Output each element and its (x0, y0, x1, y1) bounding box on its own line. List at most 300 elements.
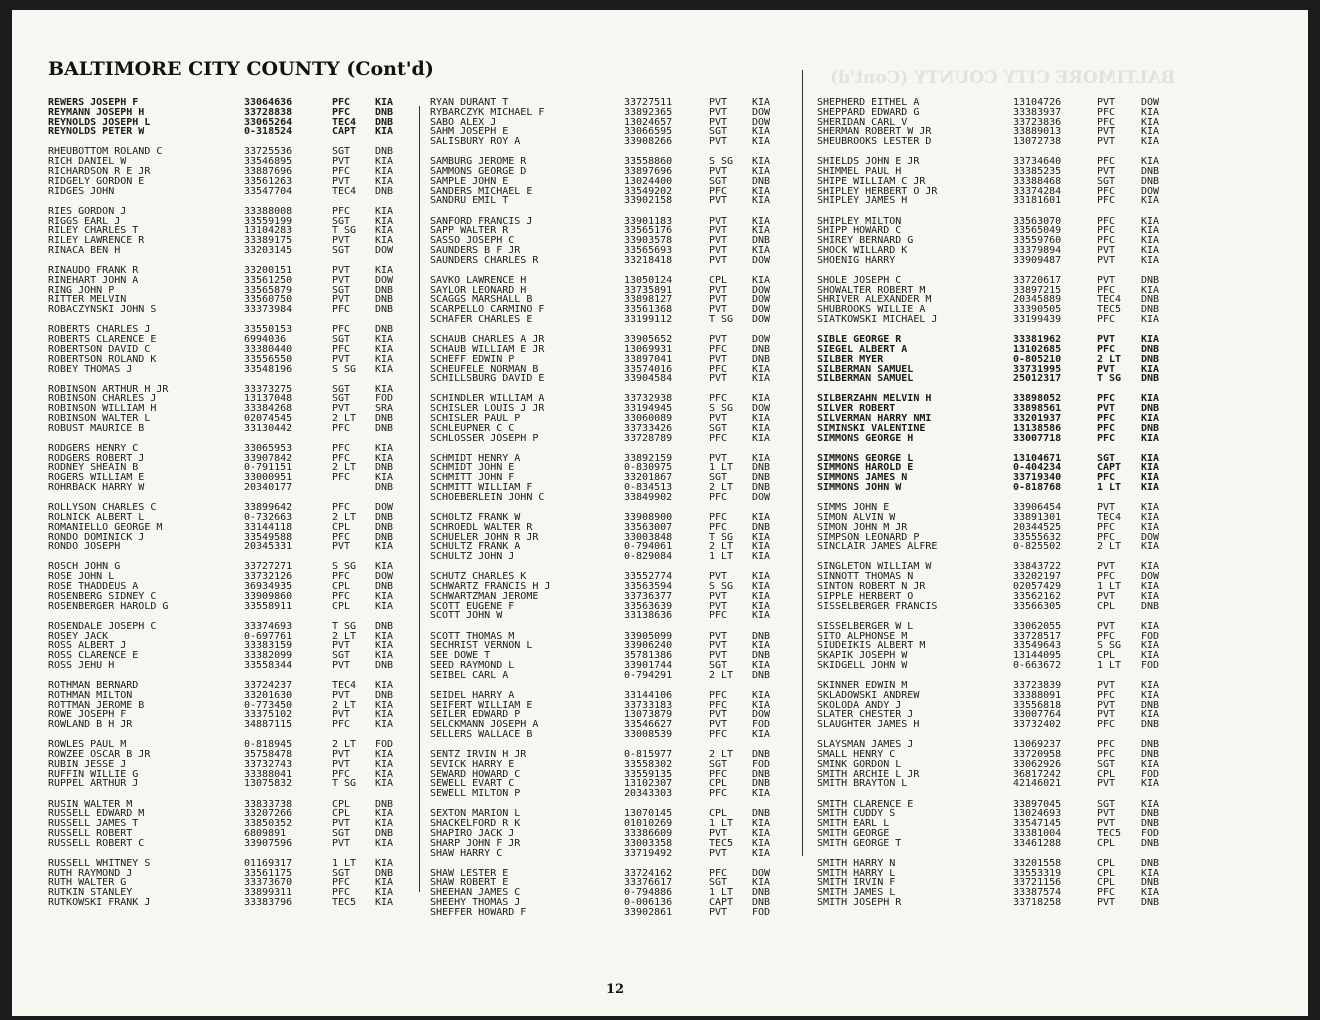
roster-status: KIA (375, 175, 394, 187)
roster-serial-number: 13050124 (624, 274, 673, 286)
roster-serial-number: 33383796 (244, 897, 293, 909)
roster-name: SANFORD FRANCIS J (430, 215, 533, 227)
roster-serial-number: 33373984 (244, 304, 293, 316)
roster-status: KIA (1141, 116, 1160, 128)
roster-status: KIA (375, 205, 394, 217)
roster-rank: PFC (1097, 571, 1116, 583)
roster-status: DOW (375, 244, 394, 256)
roster-serial-number: 33560750 (244, 294, 293, 306)
roster-serial-number: 33565879 (244, 284, 293, 296)
roster-serial-number: 33732402 (1013, 719, 1062, 731)
roster-name: SHIREY BERNARD G (817, 235, 914, 247)
roster-name: ROBERTSON ROLAND K (48, 353, 157, 365)
roster-rank: 2 LT (332, 699, 357, 711)
roster-name: SCHOLTZ FRANK W (430, 511, 521, 523)
roster-rank: CPL (709, 274, 728, 286)
roster-rank: SGT (709, 472, 728, 484)
roster-serial-number: 33889013 (1013, 126, 1062, 138)
roster-name: RINAUDO FRANK R (48, 265, 139, 277)
roster-rank: PFC (332, 719, 351, 731)
roster-status: DNB (1141, 837, 1160, 849)
roster-status: KIA (375, 590, 394, 602)
roster-status: KIA (1141, 195, 1160, 207)
roster-status: DOW (752, 403, 771, 415)
roster-serial-number: 13070145 (624, 808, 673, 820)
roster-serial-number: 33201937 (1013, 413, 1062, 424)
roster-rank: 1 LT (709, 887, 734, 899)
roster-status: DNB (1141, 422, 1160, 434)
roster-serial-number: 0-829084 (624, 551, 673, 563)
roster-serial-number: 13104726 (1013, 97, 1062, 108)
roster-serial-number: 33062926 (1013, 758, 1062, 770)
roster-rank: 1 LT (709, 818, 734, 830)
roster-rank: CPL (332, 808, 351, 820)
roster-status: DNB (375, 116, 394, 128)
roster-serial-number: 33897045 (1013, 798, 1062, 810)
roster-status: KIA (752, 413, 771, 424)
roster-rank: PFC (1097, 116, 1116, 128)
roster-rank: S SG (332, 363, 357, 375)
roster-name: SKLADOWSKI ANDREW (817, 689, 920, 701)
roster-name: RINACA BEN H (48, 244, 121, 256)
roster-serial-number: 33574016 (624, 363, 673, 375)
roster-serial-number: 33892159 (624, 452, 673, 464)
roster-name: SHACKELFORD R K (430, 818, 521, 830)
roster-serial-number: 33385235 (1013, 166, 1062, 178)
roster-serial-number: 33563070 (1013, 215, 1062, 227)
roster-status: KIA (375, 650, 394, 662)
roster-rank: PFC (1097, 284, 1116, 296)
roster-rank: PVT (332, 659, 351, 671)
roster-status: DOW (1141, 185, 1160, 197)
roster-serial-number: 33130442 (244, 422, 293, 434)
roster-serial-number: 13069237 (1013, 739, 1062, 751)
roster-name: RINEHART JOHN A (48, 274, 139, 286)
roster-name: ROTHMAN MILTON (48, 689, 133, 701)
roster-name: SCHUTZ CHARLES K (430, 571, 527, 583)
roster-rank: 2 LT (709, 541, 734, 553)
roster-status: KIA (752, 363, 771, 375)
roster-serial-number: 33718258 (1013, 897, 1062, 909)
roster-serial-number: 33719340 (1013, 472, 1062, 484)
roster-name: SIMMONS GEORGE L (817, 452, 914, 464)
roster-rank: PVT (709, 244, 728, 256)
roster-status: KIA (375, 709, 394, 721)
roster-rank: PFC (332, 106, 351, 118)
roster-status: DNB (375, 531, 394, 543)
roster-status: DNB (375, 294, 394, 306)
roster-serial-number: 33181601 (1013, 195, 1062, 207)
roster-status: KIA (752, 699, 771, 711)
roster-status: KIA (375, 778, 394, 790)
roster-serial-number: 33547145 (1013, 818, 1062, 830)
roster-serial-number: 34887115 (244, 719, 293, 731)
roster-name: SELLERS WALLACE B (430, 729, 533, 740)
roster-rank: PFC (332, 452, 351, 464)
roster-name: SANDRU EMIL T (430, 195, 509, 207)
roster-rank: SGT (332, 393, 351, 405)
roster-status: FOD (752, 758, 771, 770)
roster-status: KIA (752, 837, 771, 849)
roster-rank: PVT (332, 640, 351, 652)
roster-name: ROBINSON WILLIAM H (48, 403, 157, 415)
roster-serial-number: 33727511 (624, 97, 673, 108)
roster-serial-number: 33901183 (624, 215, 673, 227)
column-divider (802, 70, 803, 856)
roster-rank: SGT (332, 650, 351, 662)
roster-serial-number: 20344525 (1013, 521, 1062, 533)
roster-name: SCHLEUPNER C C (430, 422, 515, 434)
roster-rank: PVT (709, 235, 728, 247)
roster-name: ROGERS WILLIAM E (48, 472, 145, 484)
roster-serial-number: 01169317 (244, 857, 293, 869)
roster-name: RUSIN WALTER M (48, 798, 133, 810)
roster-rank: PVT (332, 541, 351, 553)
roster-status: KIA (752, 97, 771, 108)
roster-serial-number: 33381962 (1013, 334, 1062, 346)
roster-name: SAVKO LAWRENCE H (430, 274, 527, 286)
roster-status: KIA (1141, 581, 1160, 593)
roster-status: DOW (752, 294, 771, 306)
roster-name: SAYLOR LEONARD H (430, 284, 527, 296)
roster-rank: PVT (1097, 126, 1116, 138)
roster-status: KIA (1141, 126, 1160, 138)
roster-name: SHEFFER HOWARD F (430, 906, 527, 918)
roster-name: RUTH WALTER G (48, 877, 127, 889)
roster-status: KIA (752, 195, 771, 207)
roster-status: DNB (375, 827, 394, 839)
roster-status: KIA (375, 680, 394, 692)
roster-name: REYNOLDS JOSEPH L (48, 116, 151, 128)
roster-status: KIA (1141, 363, 1160, 375)
roster-rank: PFC (709, 511, 728, 523)
roster-rank: CPL (332, 521, 351, 533)
roster-name: RUSSELL ROBERT C (48, 837, 145, 849)
roster-rank: 1 LT (1097, 581, 1122, 593)
roster-rank: S SG (1097, 640, 1122, 652)
roster-serial-number: 33218418 (624, 254, 673, 266)
roster-rank: PVT (709, 97, 728, 108)
roster-status: KIA (752, 600, 771, 612)
roster-name: SCHEUFELE NORMAN B (430, 363, 539, 375)
roster-status: DNB (1141, 373, 1160, 385)
roster-status: KIA (375, 640, 394, 652)
roster-status: KIA (1141, 561, 1160, 573)
roster-name: RUSSELL WHITNEY S (48, 857, 151, 869)
roster-name: RING JOHN P (48, 284, 115, 296)
roster-status: DNB (375, 106, 394, 118)
roster-rank: PFC (709, 343, 728, 355)
roster-serial-number: 33897041 (624, 353, 673, 365)
roster-rank: T SG (332, 225, 357, 237)
roster-status: DNB (1141, 719, 1160, 731)
roster-rank: PFC (709, 788, 728, 800)
roster-rank: 1 LT (1097, 659, 1122, 671)
roster-serial-number: 01010269 (624, 818, 673, 830)
roster-rank: PVT (709, 166, 728, 178)
roster-rank: PVT (332, 175, 351, 187)
roster-status: KIA (1141, 482, 1160, 494)
roster-status: SRA (375, 403, 394, 415)
roster-rank: PFC (332, 97, 351, 108)
roster-name: RICHARDSON R E JR (48, 166, 151, 178)
roster-serial-number: 0-794886 (624, 887, 673, 899)
roster-name: SIPPLE HERBERT O (817, 590, 914, 602)
roster-serial-number: 33727271 (244, 561, 293, 573)
roster-name: SIMON JOHN M JR (817, 521, 908, 533)
roster-serial-number: 33007718 (1013, 432, 1062, 444)
roster-serial-number: 33199439 (1013, 314, 1062, 326)
roster-serial-number: 33565176 (624, 225, 673, 237)
roster-rank: SGT (332, 215, 351, 227)
roster-rank: PVT (1097, 699, 1116, 711)
roster-status: DOW (752, 106, 771, 118)
roster-rank: PVT (332, 758, 351, 770)
roster-name: RONDO DOMINICK J (48, 531, 145, 543)
roster-serial-number: 33899642 (244, 502, 293, 514)
roster-rank: PFC (1097, 156, 1116, 168)
roster-name: ROSE THADDEUS A (48, 581, 139, 593)
roster-status: KIA (752, 610, 771, 622)
roster-serial-number: 13073879 (624, 709, 673, 721)
roster-rank: 1 LT (1097, 482, 1122, 494)
roster-status: DNB (752, 462, 771, 474)
roster-serial-number: 33720617 (1013, 274, 1062, 286)
roster-serial-number: 33003358 (624, 837, 673, 849)
roster-serial-number: 33905099 (624, 630, 673, 642)
roster-name: SHRIVER ALEXANDER M (817, 294, 932, 306)
roster-serial-number: 33892365 (624, 106, 673, 118)
roster-serial-number: 33374693 (244, 620, 293, 632)
roster-status: DNB (1141, 818, 1160, 830)
roster-rank: PFC (709, 610, 728, 622)
roster-status: KIA (375, 166, 394, 178)
roster-rank: CPL (332, 798, 351, 810)
roster-serial-number: 33566305 (1013, 600, 1062, 612)
roster-serial-number: 33387574 (1013, 887, 1062, 899)
roster-rank: PVT (1097, 778, 1116, 790)
roster-name: RUBIN JESSE J (48, 758, 127, 770)
roster-serial-number: 33201867 (624, 472, 673, 484)
roster-rank: SGT (709, 758, 728, 770)
roster-status: FOD (1141, 659, 1160, 671)
roster-rank: PVT (332, 837, 351, 849)
roster-status: DNB (752, 808, 771, 820)
roster-serial-number: 33373670 (244, 877, 293, 889)
roster-name: SCHWARTZ FRANCIS H J (430, 581, 551, 593)
roster-serial-number: 33906454 (1013, 502, 1062, 514)
roster-status: KIA (752, 659, 771, 671)
roster-rank: PVT (709, 630, 728, 642)
roster-serial-number: 33373275 (244, 383, 293, 395)
roster-rank: CAPT (709, 897, 734, 909)
roster-name: SHIPLEY HERBERT O JR (817, 185, 938, 197)
roster-rank: PVT (332, 274, 351, 286)
roster-rank: PFC (332, 324, 351, 336)
roster-rank: PVT (1097, 561, 1116, 573)
roster-status: DNB (375, 620, 394, 632)
roster-name: SHIPLEY JAMES H (817, 195, 908, 207)
roster-name: SALISBURY ROY A (430, 136, 521, 148)
roster-name: SHERMAN ROBERT W JR (817, 126, 932, 138)
roster-serial-number: 33907842 (244, 452, 293, 464)
roster-rank: PVT (1097, 590, 1116, 602)
roster-name: SCHISLER LOUIS J JR (430, 403, 545, 415)
roster-serial-number: 0-794291 (624, 669, 673, 681)
roster-serial-number: 33559199 (244, 215, 293, 227)
roster-rank: 2 LT (1097, 353, 1122, 365)
roster-status: KIA (375, 699, 394, 711)
roster-serial-number: 33902861 (624, 906, 673, 918)
roster-status: KIA (375, 897, 394, 909)
roster-status: KIA (375, 541, 394, 553)
roster-status: KIA (375, 818, 394, 830)
roster-name: SEED RAYMOND L (430, 659, 515, 671)
roster-rank: PFC (709, 689, 728, 701)
roster-name: ROHRBACK HARRY W (48, 482, 145, 494)
roster-status: DNB (752, 669, 771, 681)
roster-name: SCHLOSSER JOSEPH P (430, 432, 539, 444)
roster-rank: PVT (709, 709, 728, 721)
roster-status: KIA (375, 719, 394, 731)
roster-serial-number: 33898127 (624, 294, 673, 306)
roster-serial-number: 13024657 (624, 116, 673, 128)
roster-status: KIA (752, 185, 771, 197)
roster-name: ROBERTS CHARLES J (48, 324, 151, 336)
roster-rank: CPL (332, 581, 351, 593)
roster-rank: PFC (332, 768, 351, 780)
roster-serial-number: 33733426 (624, 422, 673, 434)
roster-rank: PVT (1097, 709, 1116, 721)
roster-status: DNB (1141, 294, 1160, 306)
roster-serial-number: 33898052 (1013, 393, 1062, 405)
roster-name: SLATER CHESTER J (817, 709, 914, 721)
roster-rank: PVT (332, 818, 351, 830)
roster-serial-number: 13075832 (244, 778, 293, 790)
roster-name: RITTER MELVIN (48, 294, 127, 306)
roster-rank: 2 LT (1097, 541, 1122, 553)
roster-name: SMITH BRAYTON L (817, 778, 908, 790)
roster-name: SANDERS MICHAEL E (430, 185, 533, 197)
roster-serial-number: 33384268 (244, 403, 293, 415)
roster-rank: 2 LT (332, 413, 357, 424)
roster-name: SAUNDERS CHARLES R (430, 254, 539, 266)
roster-name: RODNEY SHEAIN B (48, 462, 139, 474)
roster-serial-number: 33549588 (244, 531, 293, 543)
roster-rank: S SG (709, 156, 734, 168)
roster-name: ROSE JOHN L (48, 571, 115, 583)
roster-rank: 2 LT (332, 739, 357, 751)
roster-name: ROBUST MAURICE B (48, 422, 145, 434)
roster-name: RICH DANIEL W (48, 156, 127, 168)
roster-rank: 1 LT (332, 857, 357, 869)
roster-rank: PVT (1097, 897, 1116, 909)
roster-rank: PFC (1097, 314, 1116, 326)
roster-name: SEWELL MILTON P (430, 788, 521, 800)
roster-rank: 2 LT (709, 749, 734, 761)
roster-status: KIA (1141, 244, 1160, 256)
roster-name: SILBERMAN SAMUEL (817, 373, 914, 385)
roster-rank: PVT (1097, 808, 1116, 820)
roster-name: SKINNER EDWIN M (817, 680, 908, 692)
roster-rank: 2 LT (332, 511, 357, 523)
roster-serial-number: 6994036 (244, 334, 287, 346)
roster-status: KIA (1141, 452, 1160, 464)
roster-serial-number: 33065264 (244, 116, 293, 128)
roster-serial-number: 33194945 (624, 403, 673, 415)
roster-name: ROBACZYNSKI JOHN S (48, 304, 157, 316)
roster-serial-number: 33388008 (244, 205, 293, 217)
roster-serial-number: 33723839 (1013, 680, 1062, 692)
roster-rank: SGT (332, 334, 351, 346)
roster-name: SEIDEL HARRY A (430, 689, 515, 701)
roster-status: KIA (1141, 689, 1160, 701)
roster-status: KIA (1141, 887, 1160, 899)
roster-serial-number: 33732743 (244, 758, 293, 770)
roster-name: SCOTT EUGENE F (430, 600, 515, 612)
roster-name: SEE DOWE T (430, 650, 491, 662)
roster-status: DNB (1141, 343, 1160, 355)
roster-rank: PFC (332, 531, 351, 543)
roster-status: DNB (752, 521, 771, 533)
roster-serial-number: 33891301 (1013, 511, 1062, 523)
roster-serial-number: 33144118 (244, 521, 293, 533)
roster-status: KIA (375, 452, 394, 464)
roster-name: ROWZEE OSCAR B JR (48, 749, 151, 761)
roster-rank: PVT (709, 571, 728, 583)
roster-status: KIA (1141, 254, 1160, 266)
roster-status: DOW (375, 502, 394, 514)
roster-rank: PFC (1097, 106, 1116, 118)
roster-name: SHAW HARRY C (430, 847, 503, 859)
roster-serial-number: 0-732663 (244, 511, 293, 523)
roster-status: KIA (375, 225, 394, 237)
roster-name: RIDGELY GORDON E (48, 175, 145, 187)
roster-name: SCHULTZ JOHN J (430, 551, 515, 563)
roster-status: DNB (375, 867, 394, 879)
roster-name: RODGERS HENRY C (48, 442, 139, 454)
roster-rank: TEC5 (1097, 304, 1122, 316)
roster-rank: T SG (709, 314, 734, 326)
roster-name: SIMMONS JOHN W (817, 482, 902, 494)
roster-status: FOD (375, 739, 394, 751)
roster-rank: SGT (332, 383, 351, 395)
roster-status: DNB (752, 175, 771, 187)
roster-serial-number: 33060089 (624, 413, 673, 424)
roster-status: DOW (1141, 571, 1160, 583)
roster-serial-number: 33550153 (244, 324, 293, 336)
roster-status: DNB (752, 630, 771, 642)
roster-name: ROBINSON CHARLES J (48, 393, 157, 405)
roster-name: SHEEHY THOMAS J (430, 897, 521, 909)
roster-status: DOW (752, 334, 771, 346)
roster-serial-number: 33903578 (624, 235, 673, 247)
roster-name: SASSO JOSEPH C (430, 235, 515, 247)
roster-rank: PVT (709, 827, 728, 839)
roster-status: DOW (752, 116, 771, 128)
roster-name: SINCLAIR JAMES ALFRE (817, 541, 938, 553)
roster-status: DNB (375, 324, 394, 336)
roster-serial-number: 0-697761 (244, 630, 293, 642)
roster-rank: PVT (709, 413, 728, 424)
roster-status: DNB (375, 521, 394, 533)
roster-rank: PFC (332, 502, 351, 514)
roster-rank: PFC (1097, 413, 1116, 424)
roster-name: SELCKMANN JOSEPH A (430, 719, 539, 731)
roster-name: SCHOEBERLEIN JOHN C (430, 491, 545, 503)
roster-name: SINTON ROBERT N JR (817, 581, 926, 593)
roster-status: DNB (752, 353, 771, 365)
